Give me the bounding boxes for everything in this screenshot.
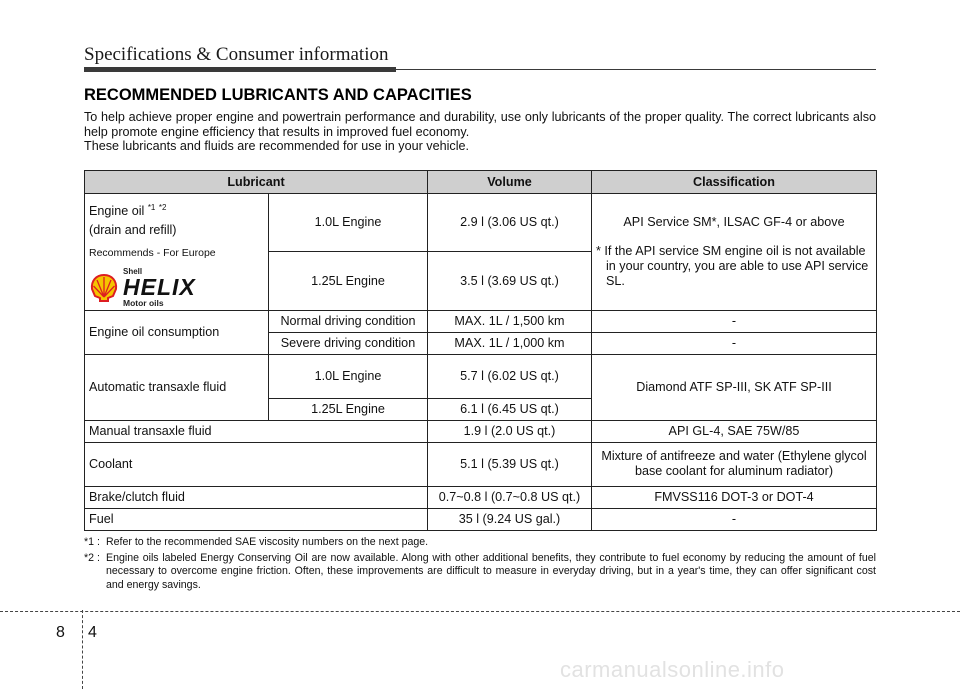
page-number: 4 <box>88 624 97 641</box>
footnote-1 <box>84 536 876 550</box>
coolant-volume: 5.1 l (5.39 US qt.) <box>428 442 592 486</box>
engine-oil-class-note: * If the API service SM engine oil is not available in your country, you are able to use API service SL. <box>596 243 869 288</box>
logo-helix-text: HELIX <box>123 274 196 301</box>
brake-volume: 0.7~0.8 l (0.7~0.8 US qt.) <box>428 486 592 508</box>
coolant-classification: Mixture of antifreeze and water (Ethylene glycol base coolant for aluminum radiator) <box>592 442 877 486</box>
engine-oil-cell <box>85 194 269 311</box>
fuel-classification: - <box>592 508 877 530</box>
page-footer-divider <box>82 610 83 689</box>
header-lubricant: Lubricant <box>85 171 428 194</box>
engine-oil-class-main: API Service SM*, ILSAC GF-4 or above <box>623 214 845 229</box>
engine-oil-recommends: Recommends - For Europe <box>89 247 216 260</box>
manual-volume: 1.9 l (2.0 US qt.) <box>428 420 592 442</box>
fuel-label: Fuel <box>85 508 428 530</box>
section-title: RECOMMENDED LUBRICANTS AND CAPACITIES <box>84 86 472 104</box>
footnotes <box>84 536 876 592</box>
logo-motor-oils-text: Motor oils <box>123 298 164 309</box>
engine-oil-engine-2: 1.25L Engine <box>269 252 428 310</box>
shell-helix-logo <box>89 268 264 308</box>
table-row <box>85 442 877 486</box>
consumption-value-1: MAX. 1L / 1,500 km <box>428 310 592 332</box>
automatic-volume-2: 6.1 l (6.45 US qt.) <box>428 398 592 420</box>
engine-oil-volume-2: 3.5 l (3.69 US qt.) <box>428 252 592 310</box>
engine-oil-engine-1: 1.0L Engine <box>269 194 428 252</box>
engine-oil-classification <box>592 194 877 311</box>
footnote-1-mark: *1 : <box>84 536 100 548</box>
lubricants-table <box>84 170 877 531</box>
header-rule <box>396 69 876 70</box>
intro-paragraph-1: To help achieve proper engine and powertrain performance and durability, use only lubricants of the proper quality. The correct lubricants also help promote engine efficiency that results in improved fuel economy. <box>84 110 876 139</box>
page-chapter-number: 8 <box>56 624 65 641</box>
table-row <box>85 486 877 508</box>
coolant-label: Coolant <box>85 442 428 486</box>
watermark: carmanualsonline.info <box>560 657 785 682</box>
table-row <box>85 194 877 252</box>
page-header-title: Specifications & Consumer information <box>84 44 389 65</box>
logo-shell-text: Shell <box>123 267 143 277</box>
engine-oil-drain: (drain and refill) <box>89 223 177 238</box>
manual-label: Manual transaxle fluid <box>85 420 428 442</box>
table-row <box>85 310 877 332</box>
consumption-condition-1: Normal driving condition <box>269 310 428 332</box>
consumption-class-1: - <box>592 310 877 332</box>
page-footer-rule <box>0 611 960 612</box>
brake-label: Brake/clutch fluid <box>85 486 428 508</box>
footnote-2-mark: *2 : <box>84 551 100 564</box>
header-bar <box>84 67 396 72</box>
consumption-condition-2: Severe driving condition <box>269 332 428 354</box>
intro-paragraph-2: These lubricants and fluids are recommended for use in your vehicle. <box>84 139 470 153</box>
table-row <box>85 420 877 442</box>
table-row <box>85 508 877 530</box>
automatic-classification: Diamond ATF SP-III, SK ATF SP-III <box>592 354 877 420</box>
consumption-class-2: - <box>592 332 877 354</box>
footnote-2 <box>84 552 876 593</box>
automatic-volume-1: 5.7 l (6.02 US qt.) <box>428 354 592 398</box>
engine-oil-volume-1: 2.9 l (3.06 US qt.) <box>428 194 592 252</box>
manual-classification: API GL-4, SAE 75W/85 <box>592 420 877 442</box>
automatic-label: Automatic transaxle fluid <box>85 354 269 420</box>
header-classification: Classification <box>592 171 877 194</box>
automatic-engine-1: 1.0L Engine <box>269 354 428 398</box>
table-row <box>85 354 877 398</box>
footnote-1-text: Refer to the recommended SAE viscosity numbers on the next page. <box>106 536 429 548</box>
fuel-volume: 35 l (9.24 US gal.) <box>428 508 592 530</box>
shell-pecten-icon <box>89 273 119 303</box>
footnote-2-text: Engine oils labeled Energy Conserving Oil are now available. Along with other additional benefits, they contribute to fuel economy by reducing the amount of fuel necessary to overcome engine friction. Often, these improvements are difficult to measure in everyday driving, but in a year's time, they can offer significant cost and energy savings. <box>106 551 876 591</box>
automatic-engine-2: 1.25L Engine <box>269 398 428 420</box>
consumption-label: Engine oil consumption <box>85 310 269 354</box>
intro-text <box>84 110 876 154</box>
header-volume: Volume <box>428 171 592 194</box>
brake-classification: FMVSS116 DOT-3 or DOT-4 <box>592 486 877 508</box>
engine-oil-label: Engine oil $^{*1}$ $^{*2}$ <box>89 203 167 219</box>
table-header-row <box>85 171 877 194</box>
consumption-value-2: MAX. 1L / 1,000 km <box>428 332 592 354</box>
